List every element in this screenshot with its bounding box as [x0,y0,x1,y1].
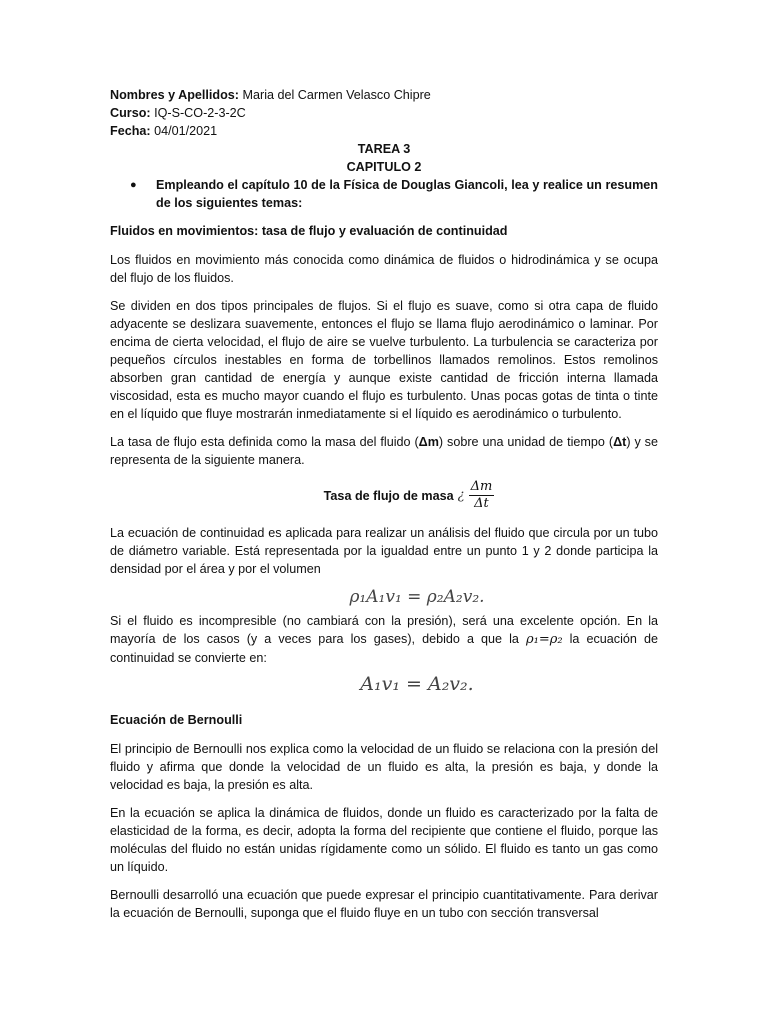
course-label: Curso: [110,106,151,120]
paragraph-incompressible: Si el fluido es incompresible (no cambiará con la presión), será una excelente opción. En la mayoría de los casos (y a veces para los gases), debido a que la ρ₁=ρ₂ la ecuación de continuidad se convierte en: [110,614,658,665]
paragraph-flow-types: Se dividen en dos tipos principales de flujos. Si el flujo es suave, como si otra capa de fluido adyacente se deslizara suavemente, entonces el flujo se llama flujo aerodinámico o laminar. Por encima de cierta velocidad, el flujo de aire se vuelve turbulento. La turbulencia se caracteriza por pequeños círculos inestables en forma de torbellinos llamados remolinos. Estos remolinos absorben gran cantidad de energía y aunque existe cantidad de fricción interna llamada viscosidad, esta es mucho mayor cuando el flujo es turbulento. Unas pocas gotas de tinta o tinte en el líquido que fluye mostrarán inmediatamente si el líquido es aerodinámico o turbulento. [110,299,658,421]
formula-numerator: Δm [470,479,493,494]
paragraph-bernoulli-principle: El principio de Bernoulli nos explica como la velocidad de un fluido se relaciona con la presión del fluido y afirma que donde la velocidad de un fluido es alta, la presión es baja, y donde la velocidad es baja, la presión es alta. [110,742,658,792]
date-line [110,122,658,140]
section-title-fluids: Fluidos en movimientos: tasa de flujo y evaluación de continuidad [110,224,508,238]
paragraph-continuity: La ecuación de continuidad es aplicada para realizar un análisis del fluido que circula por un tubo de diámetro variable. Está representada por la igualdad entre un punto 1 y 2 donde participa la densidad por el área y por el volumen [110,526,658,576]
student-name-value: Maria del Carmen Velasco Chipre [239,88,431,102]
delta-m-symbol: Δm [418,435,439,449]
bullet-icon: ● [130,179,137,191]
date-label: Fecha: [110,124,151,138]
paragraph-fluids-intro: Los fluidos en movimiento más conocida como dinámica de fluidos o hidrodinámica y se ocupa del flujo de los fluidos. [110,253,658,285]
formula-denominator: Δt [474,496,489,511]
formula-glyph: ¿ [457,487,465,503]
document-subtitle: CAPITULO 2 [346,160,422,174]
continuity-equation-density: ρ₁A₁v₁ = ρ₂A₂v₂. [349,587,485,607]
paragraph-bernoulli-equation: Bernoulli desarrolló una ecuación que puede expresar el principio cuantitativamente. Para derivar la ecuación de Bernoulli, suponga que el fluido fluye en un tubo con sección transversal [110,888,658,920]
course-value: IQ-S-CO-2-3-2C [150,106,246,120]
paragraph-flow-rate: La tasa de flujo esta definida como la masa del fluido (Δm) sobre una unidad de tiempo (Δt) y se representa de la siguiente manera. [110,435,658,467]
delta-t-symbol: Δt [613,435,627,449]
formula-fraction [469,479,495,512]
instruction-text: Empleando el capítulo 10 de la Física de Douglas Giancoli, lea y realice un resumen de los siguientes temas: [156,178,658,210]
continuity-equation-area: A₁v₁ = A₂v₂. [360,673,474,695]
section-title-bernoulli: Ecuación de Bernoulli [110,713,243,727]
formula-label: Tasa de flujo de masa [323,488,454,503]
instruction-bullet [110,176,658,212]
document-title: TAREA 3 [357,142,411,156]
rho-equality: ρ₁=ρ₂ [525,632,563,647]
date-value: 04/01/2021 [150,124,218,138]
mass-flow-formula [160,479,658,512]
student-name-label: Nombres y Apellidos: [110,88,239,102]
student-name-line [110,86,658,104]
course-line [110,104,658,122]
paragraph-fluid-dynamics: En la ecuación se aplica la dinámica de fluidos, donde un fluido es caracterizado por la falta de elasticidad de la forma, es decir, adopta la forma del recipiente que contiene el fluido, porque las moléculas del fluido no están unidas rígidamente como un sólido. El fluido es tanto un gas como un líquido. [110,806,658,874]
